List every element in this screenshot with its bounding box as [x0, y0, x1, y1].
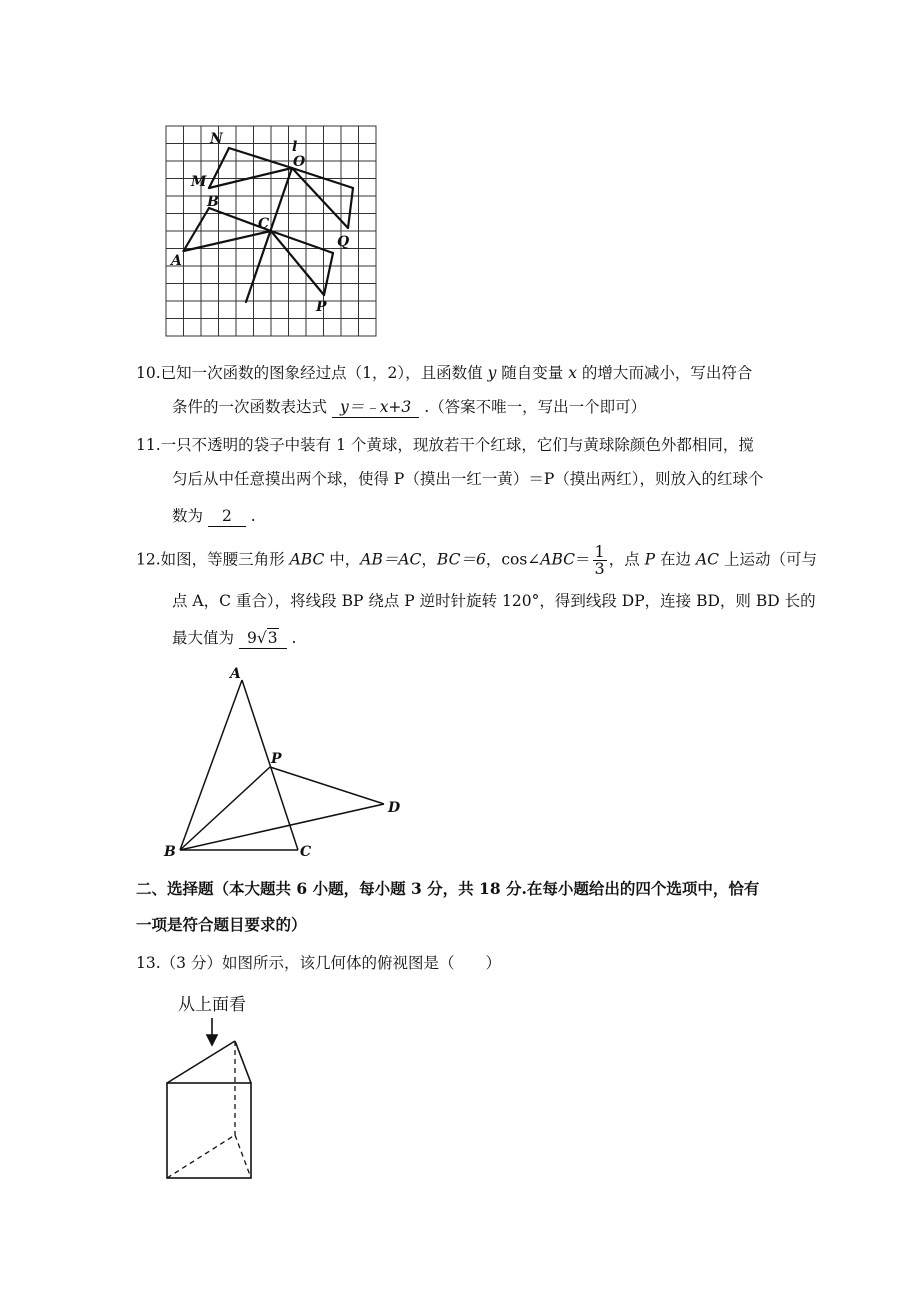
label-N: N	[210, 131, 223, 147]
question-12: 12.如图，等腰三角形 ABC 中，AB＝AC，BC＝6，cos∠ABC＝ $\frac{1}{3}$ ，点 P 在边 AC 上运动（可与	[136, 542, 817, 578]
question-number: 10.	[136, 364, 161, 382]
label-C: C	[258, 216, 270, 232]
label-Q: Q	[337, 234, 350, 250]
label-l: l	[292, 139, 298, 155]
answer-blank: y＝﹣x+3	[332, 397, 419, 418]
label-A: A	[171, 253, 182, 269]
question-11: 11.一只不透明的袋子中装有 1 个黄球，现放若干个红球，它们与黄球除颜色外都相同，搅	[136, 436, 754, 454]
question-12-line-2: 点 A，C 重合），将线段 BP 绕点 P 逆时针旋转 120°，得到线段 DP，连接 BD，则 BD 长的	[172, 592, 816, 610]
section-heading-line-2: 一项是符合题目要求的）	[136, 915, 307, 934]
section-heading: 二、选择题（本大题共 6 小题，每小题 3 分，共 18 分.在每小题给出的四个选项中，恰有	[136, 879, 760, 898]
label-P: P	[271, 751, 282, 767]
question-10-line-2: 条件的一次函数表达式 y＝﹣x+3 .（答案不唯一，写出一个即可）	[172, 398, 647, 416]
grid-figure	[160, 120, 385, 345]
label-M: M	[191, 174, 207, 190]
question-number: 12.	[136, 550, 161, 569]
label-B: B	[207, 194, 219, 210]
label-C: C	[300, 844, 312, 860]
label-P: P	[316, 299, 327, 315]
question-11-line-3: 数为 2 .	[172, 507, 256, 525]
question-11-line-2: 匀后从中任意摸出两个球，使得 P（摸出一红一黄）＝P（摸出两红），则放入的红球个	[172, 470, 764, 488]
sqrt: √3	[256, 629, 278, 647]
label-O: O	[293, 154, 306, 170]
label-D: D	[388, 800, 401, 816]
arrow-down-icon	[207, 1018, 217, 1045]
question-number: 11.	[136, 436, 161, 454]
answer-blank: 2	[208, 506, 246, 527]
view-direction-caption: 从上面看	[178, 995, 246, 1015]
question-12-line-3: 最大值为 9√3 .	[172, 629, 297, 647]
question-13: 13.（3 分）如图所示，该几何体的俯视图是（ ）	[136, 954, 501, 972]
question-number: 13.	[136, 954, 161, 972]
label-A: A	[230, 666, 241, 682]
triangle-figure	[160, 660, 410, 865]
label-B: B	[164, 844, 176, 860]
answer-blank: 9√3	[239, 628, 287, 649]
fraction: $\frac{1}{3}$	[594, 542, 605, 578]
question-10: 10.已知一次函数的图象经过点（1，2），且函数值 y 随自变量 x 的增大而减小，写出符合	[136, 364, 753, 382]
prism-figure	[155, 1015, 275, 1185]
